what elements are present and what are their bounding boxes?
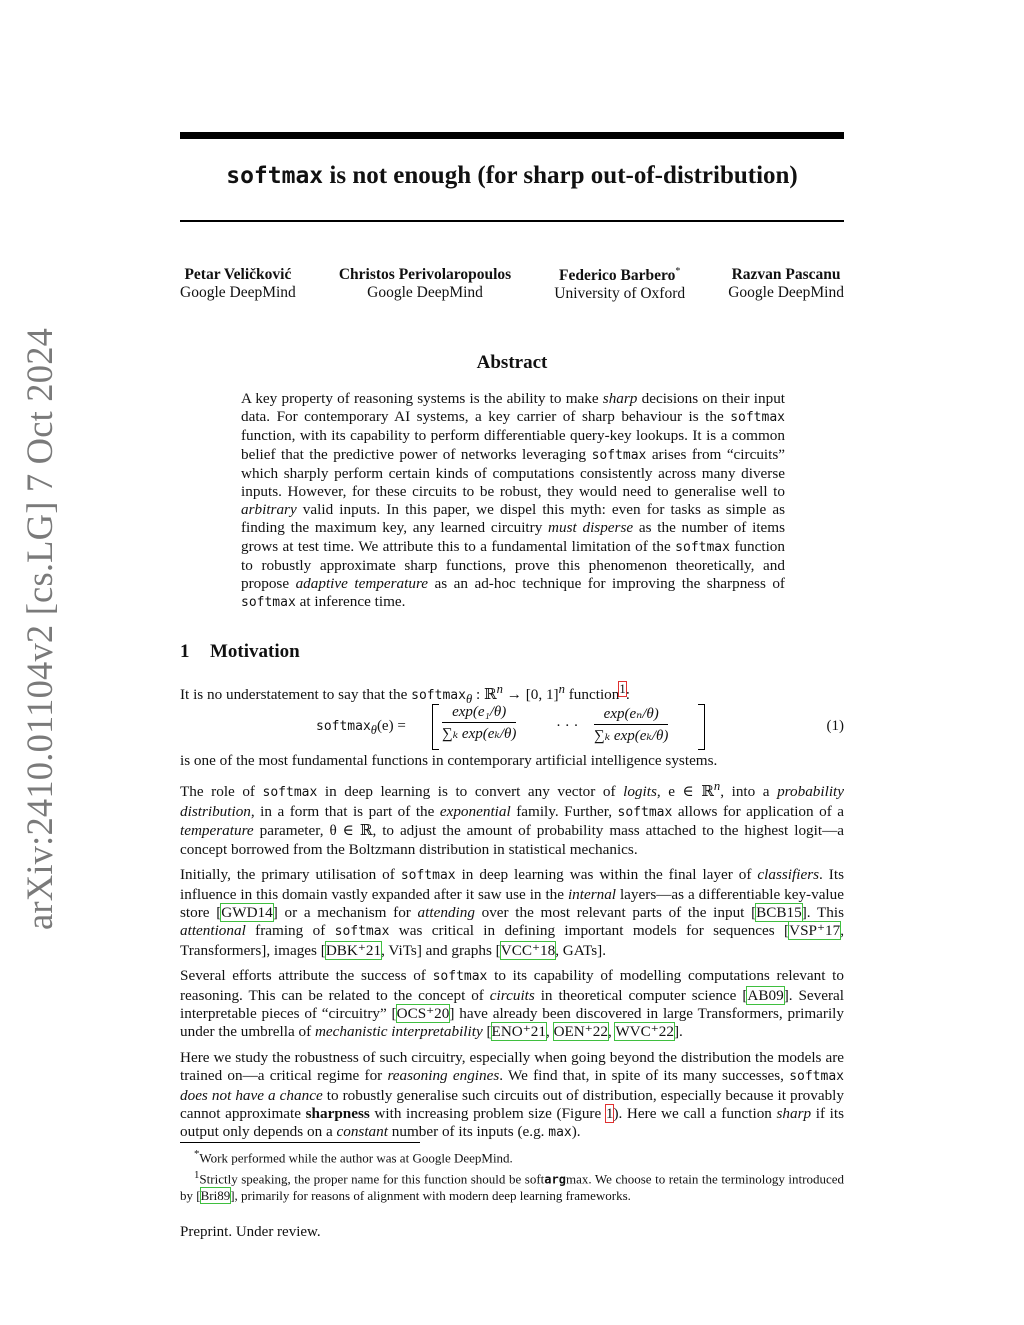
author-name: Petar Veličković <box>184 266 292 283</box>
paragraph: Here we study the robustness of such circuitry, especially when going beyond the distribution the models are trained on—a critical regime for reasoning engines. We find that, in spite of its many successes, softmax does not have a chance to robustly generalise such circuits out of distribution, especially because it provably cannot approximate sharpness with increasing problem size (Figure 1). Here we call a function sharp if its output only depends on a constant number of its inputs (e.g. max). <box>180 1048 844 1141</box>
citation-link[interactable]: VSP⁺17 <box>789 922 841 940</box>
abstract-text: A key property of reasoning systems is the ability to make sharp decisions on their input data. For contemporary AI systems, a key carrier of sharp behaviour is the softmax function, with its capability to perform differentiable query-key lookups. It is a common belief that the predictive power of networks leveraging softmax arises from “circuits” which sharply perform certain kinds of computations consistently across many diverse inputs. However, for these circuits to be robust, they would need to generalise well to arbitrary valid inputs. In this paper, we dispel this myth: even for tasks as simple as finding the maximum key, any learned circuitry must disperse as the number of items grows at test time. We attribute this to a fundamental limitation of the softmax function to robustly approximate sharp functions, prove this phenomenon theoretically, and propose adaptive temperature as an ad-hoc technique for improving the sharpness of softmax at inference time. <box>241 390 786 611</box>
footnote-link[interactable]: 1 <box>619 682 626 696</box>
footnotes <box>180 1146 844 1204</box>
equation-1 <box>180 704 844 752</box>
author-affiliation: Google DeepMind <box>728 284 844 301</box>
paragraph: is one of the most fundamental functions in contemporary artificial intelligence systems. <box>180 752 718 769</box>
paragraph: The role of softmax in deep learning is to convert any vector of logits, e ∈ ℝ$^n$, into a probability distribution, in a form that is part of the exponential family. Further, softmax allows for application of a temperature parameter, θ ∈ ℝ, to adjust the amount of probability mass attached to the highest logit—a concept borrowed from the Boltzmann distribution in statistical mechanics. <box>180 779 845 858</box>
citation-link[interactable]: DBK⁺21 <box>325 941 382 959</box>
author-block <box>180 266 296 303</box>
left-bracket <box>432 704 439 750</box>
citation-link[interactable]: WVC⁺22 <box>615 1023 674 1041</box>
right-bracket <box>698 704 705 750</box>
intro-sentence: It is no understatement to say that the softmax$_\theta$ : ℝ$^n$ → [0, 1]$^n$ function$^1$: <box>180 682 630 707</box>
citation-link[interactable]: BCB15 <box>756 903 802 921</box>
abstract-heading: Abstract <box>476 352 548 373</box>
paper-title <box>180 162 844 190</box>
main-body <box>180 752 844 1150</box>
figure-link[interactable]: 1 <box>605 1104 614 1122</box>
author-block <box>339 266 511 303</box>
preprint-notice: Preprint. Under review. <box>180 1224 321 1240</box>
section-number: 1 <box>180 641 190 662</box>
author-name: Federico Barbero* <box>559 266 681 285</box>
equation-dots: · · · <box>556 718 579 734</box>
paragraph: Several efforts attribute the success of softmax to its capability of modelling computations relevant to reasoning. This can be related to the concept of circuits in theoretical computer science [AB09]. Several interpretable pieces of “circuitry” [OCS⁺20] have already been discovered in large Transformers, primarily under the umbrella of mechanistic interpretability [ENO⁺21, OEN⁺22, WVC⁺22]. <box>180 967 844 1041</box>
author-affiliation: Google DeepMind <box>180 284 296 301</box>
equation-fraction-2: $\frac{\text{exp(eₙ/θ)}}{\text{∑ₖ exp(eₖ/θ)}}$ <box>594 706 669 744</box>
title-top-rule <box>180 132 844 139</box>
equation-fraction-1: $\frac{\text{exp(e₁/θ)}}{\text{∑ₖ exp(eₖ/θ)}}$ <box>442 704 517 742</box>
author-block <box>554 266 685 303</box>
citation-link[interactable]: ENO⁺21 <box>491 1023 546 1041</box>
citation-link[interactable]: GWD14 <box>221 903 273 921</box>
citation-link[interactable]: OEN⁺22 <box>553 1023 608 1041</box>
footnote: $^1$Strictly speaking, the proper name for this function should be softargmax. We choose to retain the terminology introduced by [Bri89], primarily for reasons of alignment with modern deep learning frameworks. <box>180 1168 844 1203</box>
arxiv-sidebar-stamp: arXiv:2410.01104v2 [cs.LG] 7 Oct 2024 <box>19 327 60 930</box>
paragraph: Initially, the primary utilisation of softmax in deep learning was within the final layer of classifiers. Its influence in this domain vastly expanded after it saw use in the internal layers—as a differentiable key-value store [GWD14] or a mechanism for attending over the most relevant parts of the input [BCB15]. This attentional framing of softmax was critical in defining important models for sequences [VSP⁺17, Transformers], images [DBK⁺21, ViTs] and graphs [VCC⁺18, GATs]. <box>180 866 844 959</box>
footnote: *Work performed while the author was at Google DeepMind. <box>194 1148 513 1166</box>
title-bottom-rule <box>180 220 844 222</box>
author-affiliation: Google DeepMind <box>367 284 483 301</box>
author-list <box>180 266 844 303</box>
citation-link[interactable]: Bri89 <box>200 1187 231 1203</box>
title-code: softmax <box>226 163 324 189</box>
author-name: Christos Perivolaropoulos <box>338 266 512 283</box>
equation-lhs: softmax$_\theta$(e) = <box>316 718 406 737</box>
footnote-rule <box>180 1142 420 1143</box>
author-block <box>728 266 844 303</box>
author-affiliation: University of Oxford <box>554 285 686 303</box>
author-name: Razvan Pascanu <box>731 266 841 283</box>
equation-number: (1) <box>826 718 844 734</box>
citation-link[interactable]: OCS⁺20 <box>396 1004 450 1022</box>
footnote-mark: * <box>675 266 681 277</box>
section-heading <box>180 641 300 663</box>
citation-link[interactable]: VCC⁺18 <box>500 941 556 959</box>
section-title: Motivation <box>210 641 300 662</box>
title-text: is not enough (for sharp out-of-distribution) <box>323 162 798 189</box>
citation-link[interactable]: AB09 <box>747 986 784 1004</box>
